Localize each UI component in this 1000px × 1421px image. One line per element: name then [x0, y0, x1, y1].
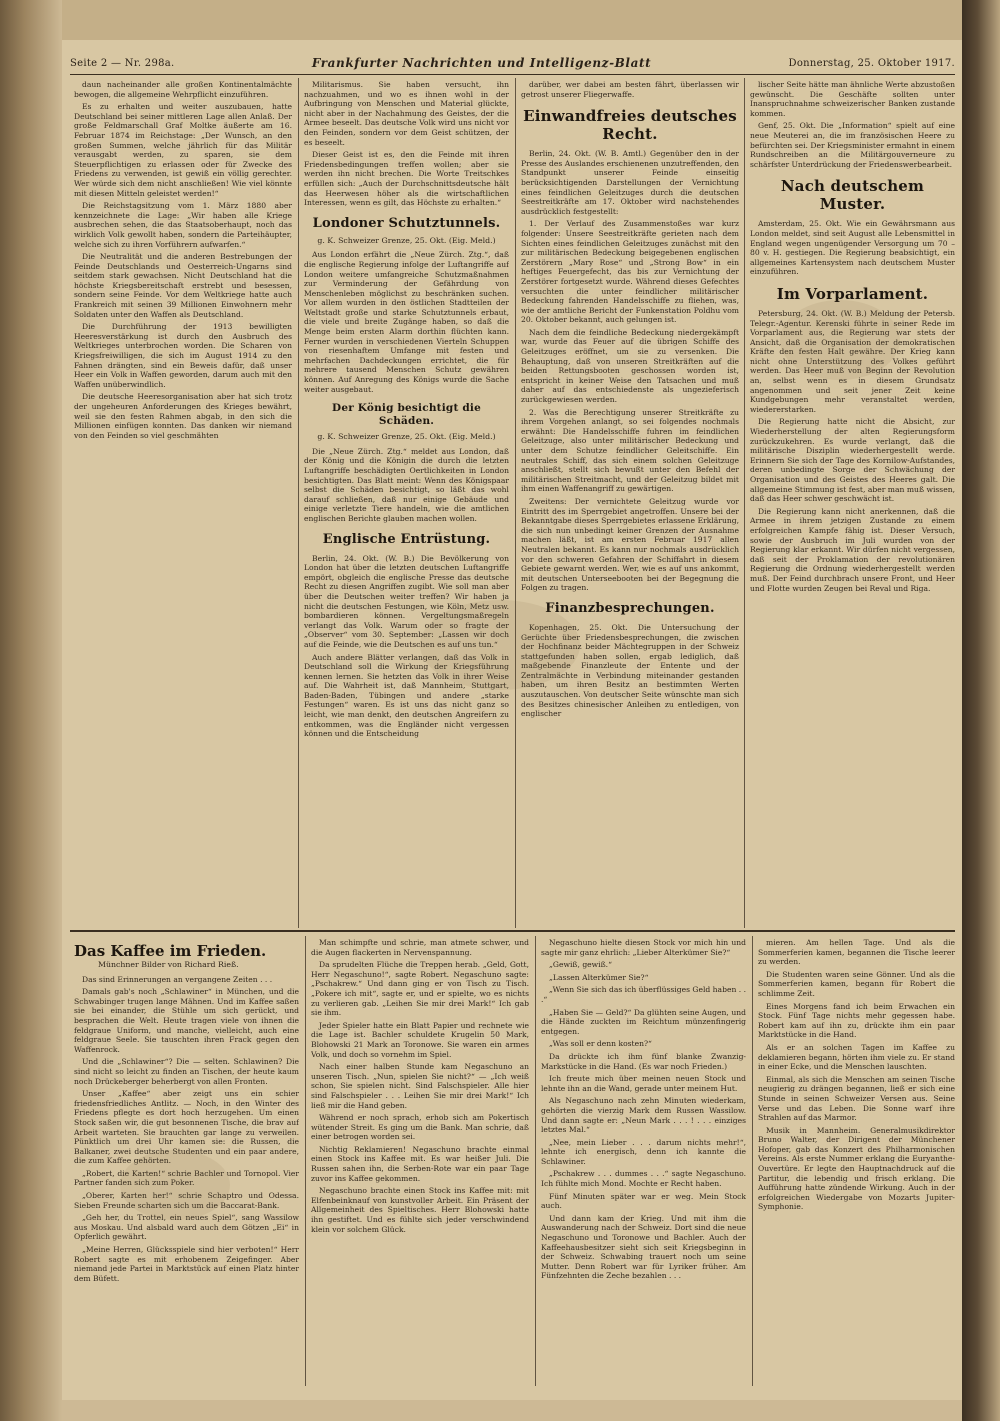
paragraph: Die Durchführung der 1913 bewilligten Heeresverstärkung ist durch den Ausbruch des Weltkrieges unterbrochen worden. Die Scharen von Kriegsfreiwilligen, die sich im August 1914 zu den Fahnen drängten, sind ein Beweis dafür, daß unser Heer ein Volk in Waffen geworden, darum auch mit den Waffen unüberwindlich.	[74, 322, 292, 389]
headline-finance-talks: Finanzbesprechungen.	[545, 600, 715, 616]
article-column-3	[521, 80, 739, 926]
paragraph: Die Regierung hatte nicht die Absicht, zur Wiederherstellung der alten Regierungsform zurückzukehren. Es wurde verlangt, daß die militärische Disziplin wiederhergestellt werde. Erinnern Sie sich der Tage des Kornilow-Aufstandes, deren unbedingte Sorge der Schwächung der Organisation und des Geistes des Heeres galt. Die allgemeine Stimmung ist fest, aber man muß wissen, daß das Heer schwer geschwächt ist.	[750, 417, 955, 504]
page-number: Seite 2 — Nr. 298a.	[70, 57, 175, 69]
paragraph: „Was soll er denn kosten?“	[549, 1039, 652, 1049]
paragraph: Negaschuno brachte einen Stock ins Kaffee mit: mit Elfenbeinknauf von kunstvoller Arbeit. Ein Präsent der Allgemeinheit des Spieltisches. Herr Blohowski hatte ihn gestiftet. Und es fühlte sich jeder verschwindend klein vor solchem Glück.	[311, 1186, 529, 1234]
column-rule	[515, 78, 516, 928]
column-rule	[305, 936, 306, 1386]
paragraph: „Haben Sie — Geld?“ Da glühten seine Augen, und die Hände zuckten im Reichtum münzenfingerig entgegen.	[541, 1007, 746, 1036]
paragraph: Genf, 25. Okt. Die „Information“ spielt auf eine neue Meuterei an, die im französischen Heere zu befürchten sei. Der Kriegsminister ermahnt in einem Rundschreiben an die Militärgouverneure zu schärfster Unterdrückung der Friedenswerbearbeit.	[750, 121, 955, 169]
binding-shadow-right	[962, 0, 1000, 1421]
paragraph: „Nee, mein Lieber . . . darum nichts mehr!“, lehnte ich energisch, denn ich kannte die Schlawiner.	[541, 1137, 746, 1166]
paragraph: Dieser Geist ist es, den die Feinde mit ihren Friedensbedingungen treffen wollen; aber sie werden ihn nicht brechen. Die Worte Treitschkes erfüllen sich: „Auch der Durchschnittsdeutsche hält das Heerwesen höher als die wirtschaftlichen Interessen, wenn es gilt, das Höchste zu erhalten.“	[304, 150, 509, 208]
paragraph: Man schimpfte und schrie, man atmete schwer, und die Augen flackerten in Nervenspannung.	[311, 938, 529, 957]
paragraph: Fünf Minuten später war er weg. Mein Stock auch.	[541, 1191, 746, 1211]
paragraph: mieren. Am hellen Tage. Und als die Sommerferien kamen, begannen die Tische leerer zu werden.	[758, 938, 955, 967]
paragraph: Berlin, 24. Okt. (W. B.) Die Bevölkerung von London hat über die letzten deutschen Luftangriffe empört, obgleich die englische Presse das deutsche Recht zu diesen Angriffen zugibt. Wie soll man aber über die Deutschen weiter treffen? Wir haben ja nicht die deutschen Festungen, wie Köln, Metz usw. bombardieren können. Vergeltungsmaßregeln verlangt das Volk. Warum oder so fragte der „Observer“ vom 30. September: „Lassen wir doch auf die Feinde, wie die Deutschen es auf uns tun.“	[304, 553, 509, 649]
feuilleton-column-4	[758, 938, 955, 1383]
headline-english-outrage: Englische Entrüstung.	[322, 531, 491, 547]
paragraph: „Lassen Alterkümer Sie?“	[549, 972, 649, 982]
paragraph: Die Regierung kann nicht anerkennen, daß die Armee in ihrem jetzigen Zustande zu einem erfolgreichen Kampfe fähig ist. Dieser Versuch, sowie der Ausbruch im Juli wurden von der Regierung klar erkannt. Wir dürfen nicht vergessen, daß seit der Proklamation der revolutionären Regierung die Ordnung wiederhergestellt werden muß. Der Feind durchbrach unsere Front, und Heer und Flotte wurden Zeugen bei Reval und Riga.	[750, 506, 955, 593]
binding-shadow-left	[0, 0, 62, 1421]
paragraph: Negaschuno hielte diesen Stock vor mich hin und sagte mir ganz ehrlich: „Lieber Alterkümer Sie?“	[541, 938, 746, 957]
paragraph: Jeder Spieler hatte ein Blatt Papier und rechnete wie die Lage ist. Bachler schuldete Krugelin 50 Mark, Blohowski 21 Mark an Toronowe. Sie waren ein armes Volk, und doch so vornehm im Spiel.	[311, 1020, 529, 1059]
feuilleton-column-2	[311, 938, 529, 1383]
paragraph: Aus London erfährt die „Neue Zürch. Ztg.“, daß die englische Regierung infolge der Luftangriffe auf London weitere umfangreiche Schutzmaßnahmen zur Verminderung der Gefährdung von Menschenleben möglichst zu beschränken suchen. Vor allem wurden in den östlichen Stadtteilen der Weltstadt große und starke Schutztunnels erbaut, die viele und breite Zugänge haben, so daß die Menge beim ersten Alarm dorthin flüchten kann. Ferner wurden in verschiedenen Vierteln Schuppen von riesenhaftem Umfange mit festen und mehrfachen Dachdeckungen errichtet, die für mehrere tausend Menschen Schutz gewähren können. Auf Anregung des Königs wurde die Sache weiter ausgebaut.	[304, 250, 509, 394]
paragraph: Die Studenten waren seine Gönner. Und als die Sommerferien kamen, begann für Robert die schlimme Zeit.	[758, 969, 955, 998]
paragraph: darüber, wer dabei am besten fährt, überlassen wir getrost unserer Fliegerwaffe.	[521, 80, 739, 99]
dateline: g. K. Schweizer Grenze, 25. Okt. (Eig. Meld.)	[317, 432, 496, 442]
headline-king-damage: Der König besichtigt die Schäden.	[332, 402, 481, 428]
newspaper-title: Frankfurter Nachrichten und Intelligenz-Blatt	[311, 56, 652, 70]
headline-london-tunnels: Londoner Schutztunnels.	[312, 215, 501, 231]
paragraph: „Gewiß, gewiß.“	[549, 960, 612, 970]
paragraph: Petersburg, 24. Okt. (W. B.) Meldung der Petersb. Telegr.-Agentur. Kerenski führte in seiner Rede im Vorparlament aus, die Regierung war stets der Ansicht, daß die Organisation der demokratischen Kräfte den festen Halt gewähre. Der Krieg kann nicht ohne Unterstützung des Volkes geführt werden. Das Heer muß von Beginn der Revolution an, selbst wenn es in diesem Grundsatz angenommen und seit jener Zeit keine Kundgebungen mehr veranstaltet werden, wiedererstarken.	[750, 308, 955, 414]
paragraph: Auch andere Blätter verlangen, daß das Volk in Deutschland soll die Wirkung der Kriegsführung kennen lernen. Sie hetzten das Volk in ihrer Weise auf. Die Wahrheit ist, daß Mannheim, Stuttgart, Baden-Baden, Tübingen und andere „starke Festungen“ waren. Es ist uns das nicht ganz so leicht, wie man denkt, den deutschen Angreifern zu entkommen, was die Engländer nicht vergessen können und die Entscheidung	[304, 652, 509, 739]
paragraph: Nichtig Reklamieren! Negaschuno brachte einmal einen Stock ins Kaffee mit. Es war heißer Juli. Die Russen sahen ihn, die Serben-Rote war ein paar Tage zuvor ins Kaffee gekommen.	[311, 1144, 529, 1183]
paragraph: Damals gab's noch „Schlawiner“ in München, und die Schwabinger trugen lange Mähnen. Und im Kaffee saßen sie bei einander, die Stühle um sich gerückt, und besprachen die Welt. Heute tragen viele von ihnen die feldgraue Uniform, und manche, vielleicht, auch eine feldgraue Seele. Sie tauschten ihren Frack gegen den Waffenrock.	[74, 987, 299, 1054]
paragraph: Militarismus. Sie haben versucht, ihn nachzuahmen, und wo es ihnen wohl in der Aufbringung von Menschen und Material glückte, nicht aber in der Nachahmung des Geistes, der die Armee beseelt. Das deutsche Volk wird uns nicht vor den Feinden, sondern vor dem Geist schützen, der es beseelt.	[304, 80, 509, 147]
paragraph: lischer Seite hätte man ähnliche Werte abzustoßen gewünscht. Die Geschäfte sollten unter Inanspruchnahme schweizerischer Banken zustande kommen.	[750, 80, 955, 118]
article-column-2	[304, 80, 509, 926]
paragraph: Nach dem die feindliche Bedeckung niedergekämpft war, wurde das Feuer auf die übrigen Schiffe des Geleitzuges eröffnet, um sie zu versenken. Die Behauptung, daß von unseren Streitkräften auf die beiden Rettungsbooten geschossen worden ist, entspricht in keiner Weise den Tatsachen und muß daher auf das entschiedenste als ungezieferisch zurückgewiesen werden.	[521, 327, 739, 405]
article-column-1	[74, 80, 292, 926]
paragraph: Da sprudelten Flüche die Treppen herab. „Geld, Gott, Herr Negaschuno!“, sagte Robert. Negaschuno sagte: „Pschakrew.“ Und dann ging er von Tisch zu Tisch. „Pokere ich mit“, sagte er, und er spielte, wo es nichts zu verlieren gab. „Leihen Sie mir drei Mark!“ Ich gab sie ihm.	[311, 960, 529, 1018]
column-rule	[535, 936, 536, 1386]
paragraph: 2. Was die Berechtigung unserer Streitkräfte zu ihrem Vorgehen anlangt, so sei folgendes nochmals erwähnt: Die Handelsschiffe fuhren im feindlichen Geleitzuge, also unter militärischer Bedeckung und unter dem Schutze feindlicher Geleitschiffe. Ein neutrales Schiff, das sich einem solchen Geleitzuge anschließt, stellt sich bewußt unter den Befehl der militärischen Streitmacht, und der Geleitzug bildet mit ihm einen Waffenangriff zu gewärtigen.	[521, 407, 739, 494]
paragraph: Und dann kam der Krieg. Und mit ihm die Auswanderung nach der Schweiz. Dort sind die neue Negaschuno und Toronowe und Bachler. Auch der Kaffeehausbesitzer sieht sich seit Kriegsbeginn in der Schweiz. Schwabing trauert noch um seine Mutter. Denn Robert war für Lyriker früher. Am Fünfzehnten die Zeche bezahlen . . .	[541, 1213, 746, 1281]
paragraph: Da drückte ich ihm fünf blanke Zwanzig-Markstücke in die Hand. (Es war noch Frieden.)	[541, 1051, 746, 1071]
paragraph: „Meine Herren, Glücksspiele sind hier verboten!“ Herr Robert sagte es mit erhobenem Zeigefinger. Aber niemand jede Partei in Marktstück auf einen Platz hinter dem Büfett.	[74, 1245, 299, 1283]
paragraph: Unser „Kaffee“ aber zeigt uns ein schier friedensfriedliches Antlitz. — Noch, in den Winter des Friedens pflegte es dort hoch herzugehen. Um einen Stock saßen wir, die gut besonnenen Tische, die brav auf Arbeit warteten. Sie brauchten gar lange zu verweilen. Pünktlich um drei Uhr kamen sie: die Russen, die Balkaner, zwei deutsche Studenten und ein paar andere, die zum Kaffee gehörten.	[74, 1089, 299, 1166]
paragraph: Eines Morgens fand ich beim Erwachen ein Stock. Fünf Tage nichts mehr gegessen habe. Robert kam auf ihn zu, drückte ihm ein paar Marktstücke in die Hand.	[758, 1001, 955, 1040]
paragraph: Zweitens: Der vernichtete Geleitzug wurde vor Eintritt des im Sperrgebiet angetroffen. Unsere bei der Bekanntgabe dieses Sperrgebietes erlassene Erklärung, die sich nun unbedingt keiner Grenzen der Ausnahme machen läßt, ist am ersten Februar 1917 allen Neutralen bekannt. Es kann nur nochmals ausdrücklich vor den schweren Gefahren der Schiffahrt in diesem Gebiete gewarnt werden. Wer, wie es auf uns ankommt, mit deutschen Unterseebooten bei der Begegnung die Folgen zu tragen.	[521, 496, 739, 593]
paragraph: Es zu erhalten und weiter auszubauen, hatte Deutschland bei seiner mittleren Lage allen Anlaß. Der große Feldmarschall Graf Moltke äußerte am 16. Februar 1874 im Reichstage: „Der Wunsch, an den großen Summen, welche jährlich für das Militär verausgabt werden, zu sparen, sie dem Steuerpflichtigen zu erlassen oder für Zwecke des Friedens zu verwenden, ist gewiß ein völlig gerechter. Wer würde sich dem nicht anschließen! Wie viel könnte mit diesen Mitteln geleistet werden!“	[74, 102, 292, 198]
paragraph: Und die „Schlawiner“? Die — selten. Schlawinen? Die sind nicht so leicht zu finden an Tischen, der heute kaum noch Drückeberger beherbergt von allen Fronten.	[74, 1057, 299, 1086]
paragraph: „Wenn Sie sich das ich überflüssiges Geld haben . . .“	[541, 985, 746, 1004]
column-rule	[298, 78, 299, 928]
paragraph: 1. Der Verlauf des Zusammenstoßes war kurz folgender: Unsere Seestreitkräfte gerieten nach dem Sichten eines feindlichen Geleitzuges zunächst mit den zur militärischen Bedeckung beigegebenen englischen Zerstörern „Mary Rose“ und „Strong Bow“ in ein heftiges Feuergefecht, das bis zur Vernichtung der Zerstörer fortgesetzt wurde. Während dieses Gefechtes versuchten die unter feindlicher militärischer Bedeckung fahrenden Handelsschiffe zu fliehen, was, wie der amtliche Bericht der Funkenstation Poldhu vom 20. Oktober bekannt, auch gelungen ist.	[521, 219, 739, 325]
paragraph: Das sind Erinnerungen an vergangene Zeiten . . .	[82, 974, 273, 984]
paragraph: Berlin, 24. Okt. (W. B. Amtl.) Gegenüber den in der Presse des Auslandes erschienenen unzutreffenden, den Standpunkt unserer Feinde einseitig berücksichtigenden Darstellungen der Vernichtung eines feindlichen Geleitzuges durch die deutschen Seestreitkräfte am 17. Oktober wird nachstehendes ausdrücklich festgestellt:	[521, 149, 739, 216]
headline-german-model: Nach deutschem Muster.	[780, 177, 925, 214]
paragraph: Kopenhagen, 25. Okt. Die Untersuchung der Gerüchte über Friedensbesprechungen, die zwischen der Hochfinanz beider Mächtegruppen in der Schweiz stattgefunden haben sollen, ergab lediglich, daß maßgebende Finanzleute der Entente und der Zentralmächte in Verbindung miteinander gestanden haben, um ihren Besitz an bestimmten Werten auszutauschen. Von deutscher Seite wünschte man sich des Besitzes chinesischer Anleihen zu entledigen, von englischer	[521, 622, 739, 719]
paragraph: Ich freute mich über meinen neuen Stock und lehnte ihn an die Wand, gerade unter meinem Hut.	[541, 1074, 746, 1093]
feuilleton-divider	[70, 930, 955, 932]
paragraph: Die Reichstagsitzung vom 1. März 1880 aber kennzeichnete die Lage: „Wir haben alle Kriege ausbrechen sehen, die das Staatsoberhaupt, noch das wirklich Volk gewollt haben, sondern die Parteihäupter, welche sich zu ihren Vorführern aufwarfen.“	[74, 201, 292, 249]
page-masthead	[70, 52, 955, 75]
paragraph: „Geh her, du Trottel, ein neues Spiel“, sang Wassilow aus Moskau. Und alsbald ward auch dem Götzen „Ei“ in Opferlich gewährt.	[74, 1213, 299, 1242]
headline-preparliament: Im Vorparlament.	[776, 284, 929, 303]
paragraph: „Pschakrew . . . dummes . . .“ sagte Negaschuno. Ich fühlte mich Mond. Mochte er Recht haben.	[541, 1169, 746, 1189]
issue-date: Donnerstag, 25. Oktober 1917.	[788, 57, 955, 69]
paragraph: „Robert, die Karten!“ schrie Bachler und Tornopol. Vier Partner fanden sich zum Poker.	[74, 1168, 299, 1188]
column-rule	[744, 78, 745, 928]
paragraph: daun nacheinander alle großen Kontinentalmächte bewogen, die allgemeine Wehrpflicht einzuführen.	[74, 80, 292, 99]
feuilleton-column-1	[74, 938, 299, 1383]
paragraph: Als er an solchen Tagen im Kaffee zu deklamieren begann, hörten ihm viele zu. Er stand in einer Ecke, und die Menschen lauschten.	[758, 1042, 955, 1072]
column-rule	[752, 936, 753, 1386]
paragraph: „Oberer, Karten her!“ schrie Schaptro und Odessa. Sieben Freunde scharten sich um die Baccarat-Bank.	[74, 1191, 299, 1210]
scan-background	[0, 0, 1000, 40]
paragraph: Die Neutralität und die anderen Bestrebungen der Feinde Deutschlands und Oesterreich-Ungarns sind seitdem stark gewachsen. Nicht Deutschland hat die höchste Kriegsbereitschaft erstrebt und besessen, sondern seine Feinde. Vor dem Weltkriege hatte auch Frankreich mit seinen 39 Millionen Einwohnern mehr Soldaten unter den Waffen als Deutschland.	[74, 252, 292, 319]
feuilleton-title: Das Kaffee im Frieden.	[74, 942, 267, 960]
paragraph: Die deutsche Heeresorganisation aber hat sich trotz der ungeheuren Anforderungen des Krieges bewährt, weil sie den festen Rahmen abgab, in den sich die Millionen einfügen konnten. Das danken wir niemand von den Feinden so viel geschmähten	[74, 392, 292, 440]
article-column-4	[750, 80, 955, 926]
paragraph: Während er noch sprach, erhob sich am Pokertisch wütender Streit. Es ging um die Bank. Man schrie, daß einer betrogen worden sei.	[311, 1113, 529, 1142]
paragraph: Als Negaschuno nach zehn Minuten wiederkam, gehörten die vierzig Mark dem Russen Wassilow. Und dann sagte er: „Neun Mark . . . ! . . . einziges letztes Mal.“	[541, 1096, 746, 1135]
paragraph: Amsterdam, 25. Okt. Wie ein Gewährsmann aus London meldet, sind seit August alle Lebensmittel in England wegen ungenügender Versorgung um 70 – 80 v. H. gestiegen. Die Regierung beabsichtigt, ein allgemeines Kartensystem nach deutschem Muster einzuführen.	[750, 219, 955, 277]
dateline: g. K. Schweizer Grenze, 25. Okt. (Eig. Meld.)	[317, 235, 496, 245]
paragraph: Einmal, als sich die Menschen am seinen Tische neugierig zu drängen begannen, ließ er sich eine Stunde in seinen Schweizer Versen aus. Seine Verse und das Leben. Die Sonne warf ihre Strahlen auf das Marmor.	[758, 1074, 955, 1123]
paragraph: Die „Neue Zürch. Ztg.“ meldet aus London, daß der König und die Königin die durch die letzten Luftangriffe beschädigten Oertlichkeiten in London besichtigten. Das Blatt meint: Wenn des Königspaar selbst die Schäden besichtigt, so läßt das wohl darauf schließen, daß nur einige Gebäude und einige verletzte Tiere handeln, wie die amtlichen englischen Berichte glauben machen wollen.	[304, 446, 509, 523]
paragraph: Nach einer halben Stunde kam Negaschuno an unseren Tisch. „Nun, spielen Sie nicht?“ — „Ich weiß schon, Sie spielen nicht. Sind Falschspieler. Alle hier sind Falschspieler . . . Leihen Sie mir drei Mark!“ Ich ließ mir die Hand geben.	[311, 1062, 529, 1110]
feuilleton-author: Münchner Bilder von Richard Rieß.	[98, 960, 239, 969]
feuilleton-column-3	[541, 938, 746, 1383]
paragraph: Musik in Mannheim. Generalmusikdirektor Bruno Walter, der Dirigent der Münchener Hofoper, gab das Konzert des Philharmonischen Vereins. Als erste Nummer erklang die Euryanthe-Ouvertüre. Er legte den Hauptnachdruck auf die Partitur, die lebendig und frisch erklang. Die Aufführung hatte zündende Wirkung. Auch in der erfolgreichen Wiedergabe von Mozarts Jupiter-Symphonie.	[758, 1125, 955, 1212]
headline-german-law: Einwandfreies deutsches Recht.	[523, 107, 737, 144]
